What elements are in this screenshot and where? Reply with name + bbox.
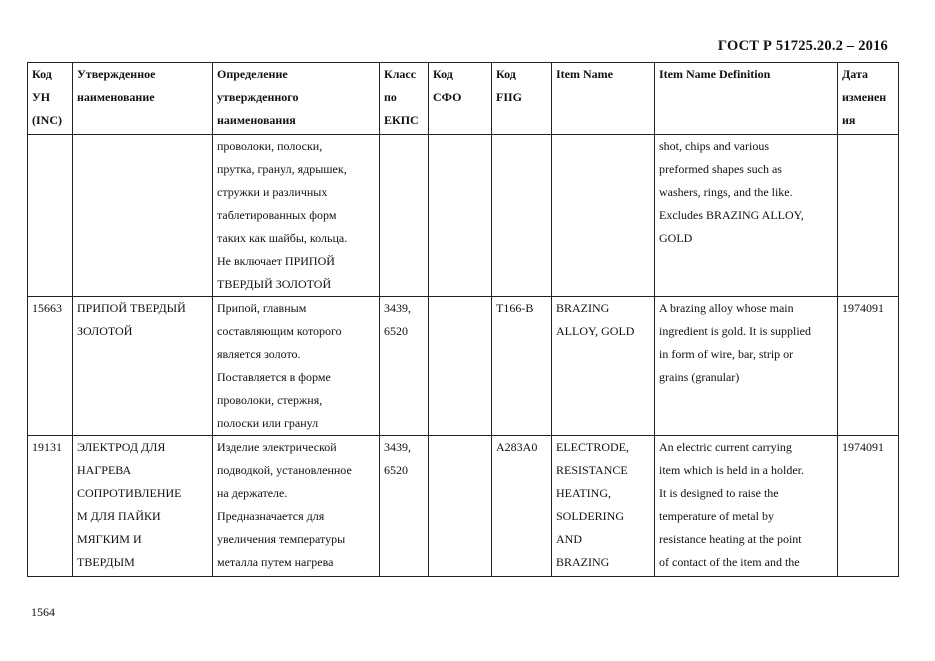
cell-code [28, 135, 73, 297]
cell-line: ELECTRODE, [556, 440, 629, 454]
cell-line: Код [496, 67, 516, 81]
cell-sfo [429, 297, 492, 436]
cell-line: A brazing alloy whose main [659, 301, 794, 315]
cell-line: Поставляется в форме [217, 370, 331, 384]
catalog-table [27, 62, 899, 577]
table-row [28, 297, 899, 436]
cell-item-definition [655, 436, 838, 577]
cell-line: Предназначается для [217, 509, 325, 523]
cell-line: A283A0 [496, 440, 538, 454]
cell-line: СОПРОТИВЛЕНИЕ [77, 486, 182, 500]
cell-line: на держателе. [217, 486, 288, 500]
cell-line: 6520 [384, 463, 408, 477]
cell-line: Item Name [556, 67, 613, 81]
cell-line: Припой, главным [217, 301, 307, 315]
cell-line: washers, rings, and the like. [659, 185, 793, 199]
cell-line: in form of wire, bar, strip or [659, 347, 794, 361]
cell-line: FIIG [496, 90, 523, 104]
cell-line: T166-B [496, 301, 534, 315]
cell-class [380, 297, 429, 436]
cell-line: shot, chips and various [659, 139, 769, 153]
cell-line: Класс [384, 67, 417, 81]
cell-line: ingredient is gold. It is supplied [659, 324, 811, 338]
cell-line: resistance heating at the point [659, 532, 802, 546]
cell-line: of contact of the item and the [659, 555, 800, 569]
cell-line: МЯГКИМ И [77, 532, 142, 546]
cell-line: ЗОЛОТОЙ [77, 324, 133, 338]
cell-line: по [384, 90, 397, 104]
cell-line: ЭЛЕКТРОД ДЛЯ [77, 440, 166, 454]
cell-line: 3439, [384, 301, 411, 315]
cell-code [28, 436, 73, 577]
col-header-approved-name [73, 63, 213, 135]
cell-line: прутка, гранул, ядрышек, [217, 162, 347, 176]
table-row [28, 135, 899, 297]
cell-line: является золото. [217, 347, 301, 361]
cell-item-definition [655, 297, 838, 436]
cell-line: стружки и различных [217, 185, 328, 199]
table-header-row [28, 63, 899, 135]
cell-item-definition [655, 135, 838, 297]
cell-line: temperature of metal by [659, 509, 774, 523]
cell-line: ПРИПОЙ ТВЕРДЫЙ [77, 301, 186, 315]
cell-line: проволоки, стержня, [217, 393, 323, 407]
cell-line: СФО [433, 90, 462, 104]
cell-line: BRAZING [556, 555, 610, 569]
cell-line: 15663 [32, 301, 62, 315]
cell-line: ия [842, 113, 856, 127]
cell-item-name [552, 135, 655, 297]
cell-line: ЕКПС [384, 113, 419, 127]
cell-class [380, 436, 429, 577]
cell-line: увеличения температуры [217, 532, 346, 546]
cell-line: ALLOY, GOLD [556, 324, 635, 338]
cell-approved-name [73, 436, 213, 577]
cell-code [28, 297, 73, 436]
cell-approved-name [73, 135, 213, 297]
cell-line: 19131 [32, 440, 62, 454]
cell-date [838, 297, 899, 436]
col-header-class [380, 63, 429, 135]
cell-line: RESISTANCE [556, 463, 628, 477]
col-header-definition [213, 63, 380, 135]
cell-sfo [429, 135, 492, 297]
cell-line: BRAZING [556, 301, 610, 315]
cell-line: item which is held in a holder. [659, 463, 804, 477]
cell-line: ТВЕРДЫМ [77, 555, 135, 569]
cell-line: утвержденного [217, 90, 299, 104]
cell-item-name [552, 297, 655, 436]
cell-line: таких как шайбы, кольца. [217, 231, 348, 245]
cell-line: SOLDERING [556, 509, 624, 523]
cell-line: УН [32, 90, 51, 104]
cell-approved-name [73, 297, 213, 436]
cell-definition [213, 297, 380, 436]
col-header-code [28, 63, 73, 135]
cell-line: таблетированных форм [217, 208, 337, 222]
cell-fiig [492, 135, 552, 297]
cell-fiig [492, 297, 552, 436]
cell-line: An electric current carrying [659, 440, 792, 454]
cell-line: Изделие электрической [217, 440, 337, 454]
cell-line: Excludes BRAZING ALLOY, [659, 208, 804, 222]
cell-sfo [429, 436, 492, 577]
cell-line: Код [32, 67, 52, 81]
cell-line: GOLD [659, 231, 693, 245]
cell-line: Определение [217, 67, 288, 81]
col-header-sfo [429, 63, 492, 135]
cell-definition [213, 436, 380, 577]
table-row [28, 436, 899, 577]
cell-line: 3439, [384, 440, 411, 454]
cell-line: (INC) [32, 113, 62, 127]
cell-line: 6520 [384, 324, 408, 338]
cell-class [380, 135, 429, 297]
cell-line: полоски или гранул [217, 416, 319, 430]
cell-item-name [552, 436, 655, 577]
cell-line: Item Name Definition [659, 67, 771, 81]
cell-line: grains (granular) [659, 370, 740, 384]
cell-line: металла путем нагрева [217, 555, 334, 569]
cell-line: HEATING, [556, 486, 611, 500]
cell-line: наименования [217, 113, 296, 127]
cell-line: AND [556, 532, 582, 546]
cell-line: изменен [842, 90, 887, 104]
cell-line: М ДЛЯ ПАЙКИ [77, 509, 161, 523]
cell-line: Дата [842, 67, 868, 81]
cell-line: НАГРЕВА [77, 463, 132, 477]
cell-definition [213, 135, 380, 297]
cell-date [838, 135, 899, 297]
cell-line: Утвержденное [77, 67, 156, 81]
col-header-item-definition [655, 63, 838, 135]
cell-line: 1974091 [842, 440, 884, 454]
cell-line: preformed shapes such as [659, 162, 782, 176]
page-number: 1564 [31, 605, 55, 619]
cell-line: 1974091 [842, 301, 884, 315]
col-header-fiig [492, 63, 552, 135]
cell-line: ТВЕРДЫЙ ЗОЛОТОЙ [217, 277, 332, 291]
cell-line: It is designed to raise the [659, 486, 779, 500]
cell-date [838, 436, 899, 577]
cell-line: Код [433, 67, 453, 81]
document-code: ГОСТ Р 51725.20.2 – 2016 [717, 38, 888, 54]
col-header-item-name [552, 63, 655, 135]
cell-line: подводкой, установленное [217, 463, 352, 477]
cell-line: составляющим которого [217, 324, 342, 338]
cell-fiig [492, 436, 552, 577]
cell-line: проволоки, полоски, [217, 139, 323, 153]
cell-line: наименование [77, 90, 155, 104]
col-header-date [838, 63, 899, 135]
cell-line: Не включает ПРИПОЙ [217, 254, 335, 268]
